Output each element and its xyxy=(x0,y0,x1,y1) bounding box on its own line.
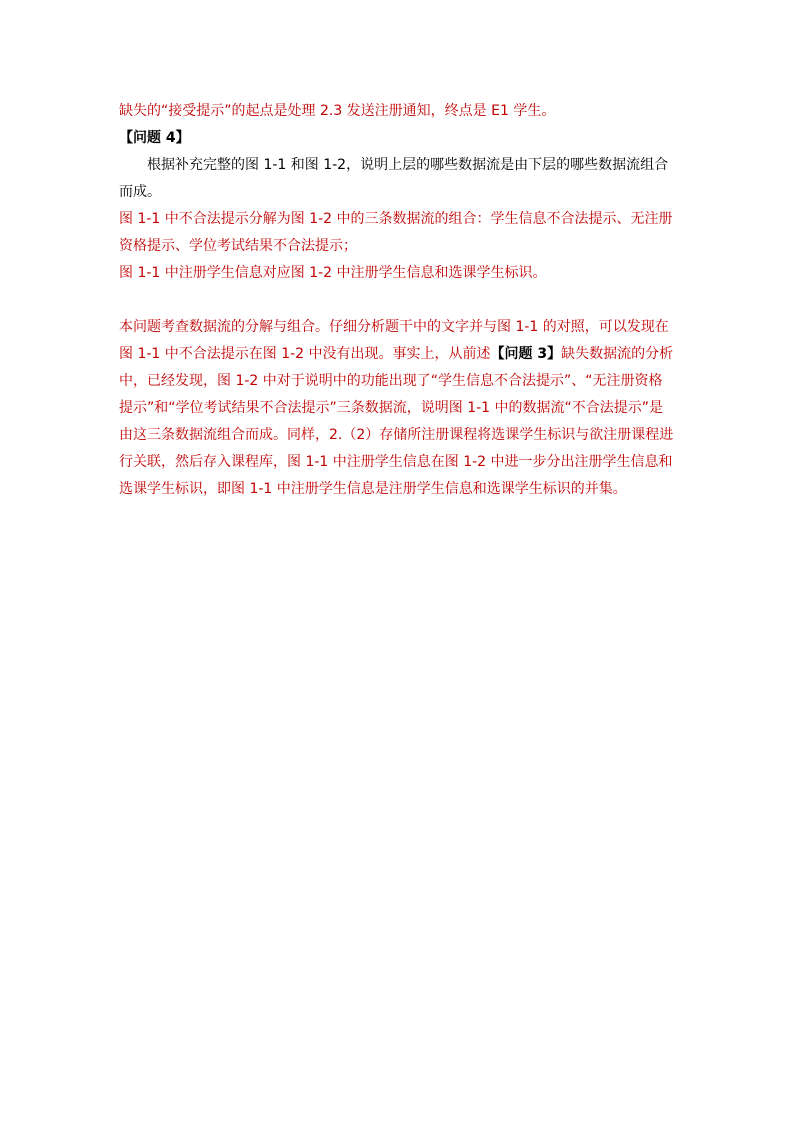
question4-heading: 【问题 4】 xyxy=(119,130,190,146)
answer-q4-line1: 图 1-1 中不合法提示分解为图 1-2 中的三条数据流的组合：学生信息不合法提示、无注册资格提示、学位考试结果不合法提示； xyxy=(119,211,673,254)
paragraph-gap xyxy=(119,287,675,314)
analysis-question3-ref: 【问题 3】 xyxy=(490,346,562,362)
question4-text: 根据补充完整的图 1-1 和图 1-2，说明上层的哪些数据流是由下层的哪些数据流组合而成。 xyxy=(119,157,669,200)
answer-q3-tail: 缺失的“接受提示”的起点是处理 2.3 发送注册通知，终点是 E1 学生。 xyxy=(119,103,556,119)
answer-q4-line2: 图 1-1 中注册学生信息对应图 1-2 中注册学生信息和选课学生标识。 xyxy=(119,265,547,281)
analysis-paragraph xyxy=(119,314,675,503)
analysis-part1: 本问题考查数据流的分解与组合。仔细分析题干中的文字并与图 1-1 的对照，可以发现在图 1-1 中不合法提示在图 1-2 中没有出现。事实上，从前述 xyxy=(119,319,669,362)
document-body xyxy=(119,98,675,503)
analysis-part2: 缺失数据流的分析中，已经发现，图 1-2 中对于说明中的功能出现了“学生信息不合法提示”、“无注册资格提示”和“学位考试结果不合法提示”三条数据流，说明图 1-1 中的数据流“不合法提示”是由这三条数据流组合而成。同样，2.（2）存储所注册课程将选课学生标识与欲注册课程进行关联，然后存入课程库，图 1-1 中注册学生信息在图 1-2 中进一步分出注册学生信息和选课学生标识，即图 1-1 中注册学生信息是注册学生信息和选课学生标识的并集。 xyxy=(119,346,674,497)
